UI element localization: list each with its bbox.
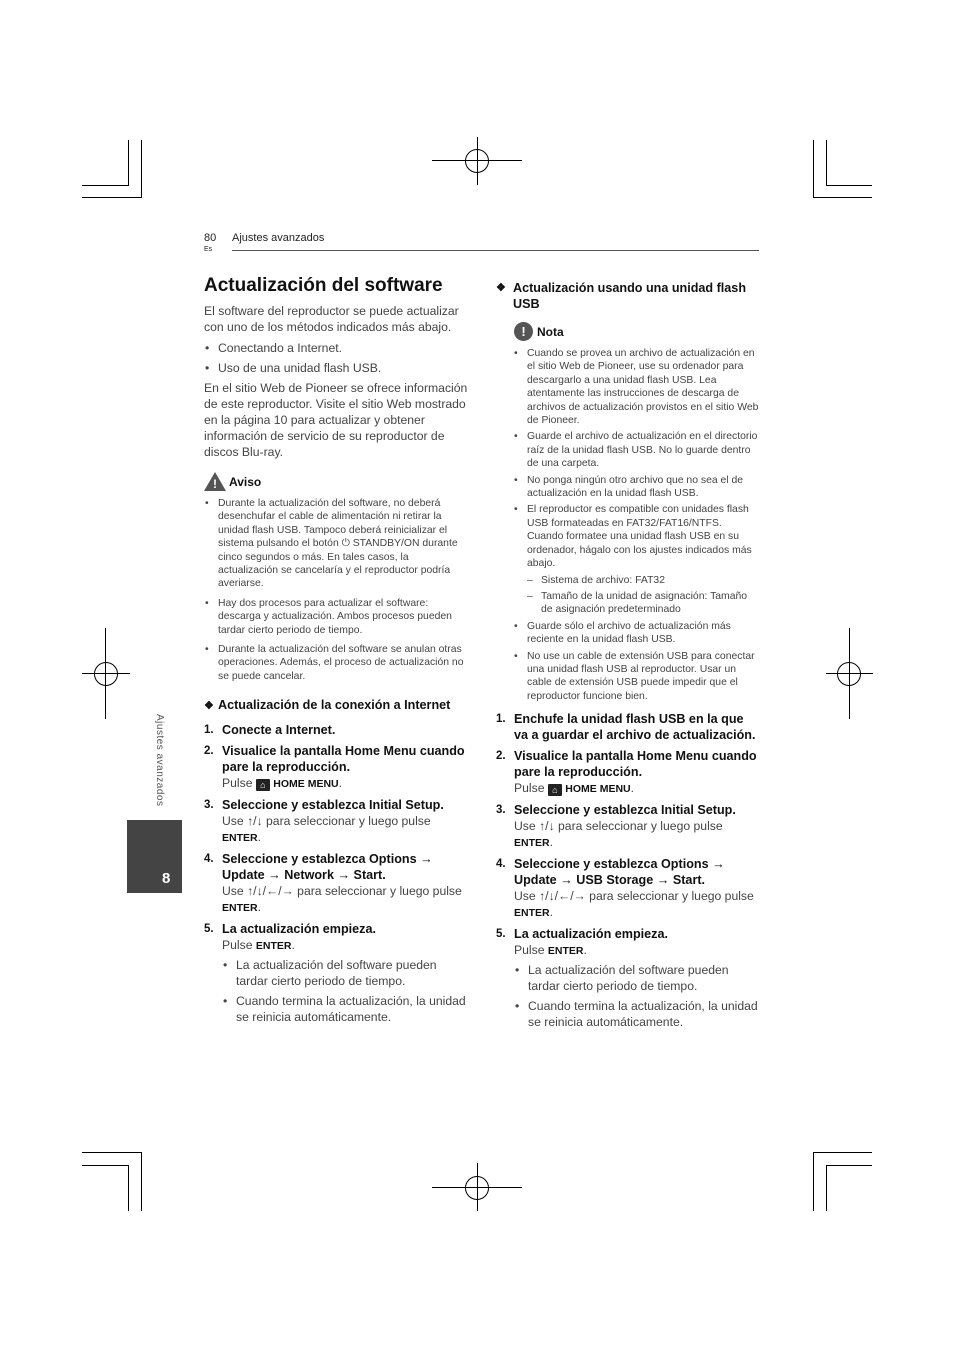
method-item: • Conectando a Internet. [204, 340, 468, 356]
diamond-icon: ❖ [204, 700, 214, 713]
exclamation-icon: ! [514, 322, 533, 341]
step-item: 4. Seleccione y establezca Options → Update → USB Storage → Start. Use ↑/↓/←/→ para seleccionar y luego pulse ENTER. [496, 857, 754, 920]
note-item: • No ponga ningún otro archivo que no sea el de actualización en la unidad flash USB. [513, 474, 760, 501]
page-number: 80 [204, 232, 217, 244]
info-text: En el sitio Web de Pioneer se ofrece información de este reproductor. Visite el sitio Web mostrado en la página 10 para actualizar y obtener información de servicio de su reproductor de discos Blu-ray. [204, 381, 468, 459]
note-item: • El reproductor es compatible con unidades flash USB formateadas en FAT32/FAT16/NTFS. Cuando formatee una unidad flash USB en su ordenador, hágalo con los ajustes indicados más abajo. [513, 503, 760, 570]
result-bullet: • Cuando termina la actualización, la unidad se reinicia automáticamente. [222, 993, 468, 1025]
usb-section-heading: ❖ Actualización usando una unidad flash USB [496, 281, 747, 311]
step-item: 1. Conecte a Internet. [204, 723, 336, 738]
note-item: • Guarde el archivo de actualización en el directorio raíz de la unidad flash USB. No lo guarde dentro de una carpeta. [513, 430, 760, 470]
step-item: 5. La actualización empieza. Pulse ENTER. • La actualización del software pueden tardar cierto periodo de tiempo. • Cuando termina la actualización, la unidad se reinicia automáticamente. [496, 926, 760, 1030]
result-bullet: • La actualización del software pueden tardar cierto periodo de tiempo. [222, 957, 468, 989]
right-column [496, 280, 760, 1035]
step-item: 4. Seleccione y establezca Options → Update → Network → Start. Use ↑/↓/←/→ para seleccionar y luego pulse ENTER. [204, 852, 462, 915]
step-item: 3. Seleccione y establezca Initial Setup. Use ↑/↓ para seleccionar y luego pulse ENTER. [496, 803, 736, 850]
left-column [204, 303, 468, 1030]
note-item: • No use un cable de extensión USB para conectar una unidad flash USB al reproductor. Usar un cable de extensión USB puede impedir que el reproductor funcione bien. [513, 650, 760, 704]
note-item: • Cuando se provea un archivo de actualización en el sitio Web de Pioneer, use su ordenador para descargarlo a una unidad flash USB. Lea atentamente las instrucciones de descarga de archivos de actualización provistos en el sitio Web de Pioneer. [513, 347, 760, 427]
warning-item: • Durante la actualización del software, no deberá desenchufar el cable de alimentación ni retirar la unidad flash USB. Tampoco deberá reinicializar el sistema pulsando el botón ⏻ STANDBY/ON durante cinco segundos o más. En tales casos, la actualización se cancelaría y el reproductor podría averiarse. [204, 497, 468, 591]
chapter-number: 8 [162, 870, 171, 887]
internet-section-heading: ❖ Actualización de la conexión a Internet [204, 698, 451, 713]
intro-text: El software del reproductor se puede actualizar con uno de los métodos indicados más abajo. [204, 304, 459, 334]
method-item: • Uso de una unidad flash USB. [204, 360, 468, 376]
note-subitem: – Sistema de archivo: FAT32 [513, 574, 760, 587]
side-section-label: Ajustes avanzados [154, 714, 165, 807]
note-heading: ! Nota [496, 322, 760, 341]
step-item: 2. Visualice la pantalla Home Menu cuando pare la reproducción. Pulse ⌂ HOME MENU. [204, 744, 465, 791]
running-header: Ajustes avanzados [232, 232, 325, 244]
page-title: Actualización del software [204, 275, 443, 296]
home-icon: ⌂ [548, 784, 562, 796]
language-code: Es [204, 246, 213, 253]
result-bullet: • Cuando termina la actualización, la unidad se reinicia automáticamente. [514, 998, 760, 1030]
note-subitem: – Tamaño de la unidad de asignación: Tamaño de asignación predeterminado [513, 590, 760, 617]
step-item: 2. Visualice la pantalla Home Menu cuando pare la reproducción. Pulse ⌂ HOME MENU. [496, 749, 757, 796]
caution-icon: ! [204, 472, 226, 491]
warning-item: • Hay dos procesos para actualizar el software: descarga y actualización. Ambos procesos pueden tardar cierto periodo de tiempo. [204, 597, 468, 637]
result-bullet: • La actualización del software pueden tardar cierto periodo de tiempo. [514, 962, 760, 994]
step-item: 1. Enchufe la unidad flash USB en la que va a guardar el archivo de actualización. [496, 712, 756, 743]
warning-item: • Durante la actualización del software se anulan otras operaciones. Además, el proceso de actualización no se puede cancelar. [204, 643, 468, 683]
header-rule [232, 250, 759, 251]
warning-heading: ! Aviso [204, 472, 468, 491]
chapter-tab [127, 820, 182, 893]
step-item: 5. La actualización empieza. Pulse ENTER. • La actualización del software pueden tardar cierto periodo de tiempo. • Cuando termina la actualización, la unidad se reinicia automáticamente. [204, 921, 468, 1025]
note-item: • Guarde sólo el archivo de actualización más reciente en la unidad flash USB. [513, 620, 760, 647]
diamond-icon: ❖ [496, 282, 506, 294]
step-item: 3. Seleccione y establezca Initial Setup. Use ↑/↓ para seleccionar y luego pulse ENTER. [204, 798, 444, 845]
home-icon: ⌂ [256, 779, 270, 791]
